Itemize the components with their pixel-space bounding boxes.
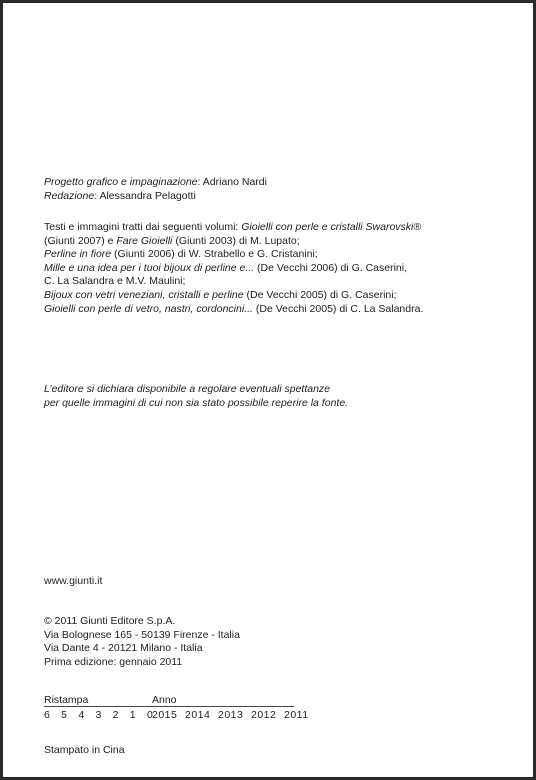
sources-line xyxy=(44,289,423,303)
book-title: Gioielli con perle e cristalli Swarovski® xyxy=(241,221,422,233)
disclaimer-block xyxy=(44,383,348,410)
reprint-year: 2012 xyxy=(251,709,277,721)
design-sep: : xyxy=(197,176,203,188)
source-detail: (De Vecchi 2006) di G. Caserini, xyxy=(254,261,408,274)
source-detail: (Giunti 2007) e xyxy=(44,234,117,247)
design-credit xyxy=(44,176,267,190)
reprint-year: 2011 xyxy=(284,709,309,721)
credits-block xyxy=(44,176,267,203)
sources-line xyxy=(44,303,423,317)
sources-line xyxy=(44,221,423,235)
design-name: Adriano Nardi xyxy=(202,176,267,188)
disclaimer-line: L’editore si dichiara disponibile a regolare eventuali spettanze xyxy=(44,383,331,395)
first-edition: Prima edizione: gennaio 2011 xyxy=(44,655,183,668)
editing-name: Alessandra Pelagotti xyxy=(99,189,196,202)
reprint-year: 2013 xyxy=(218,709,244,721)
book-title: Mille e una idea per i tuoi bijoux di perline e... xyxy=(44,261,255,274)
book-title: Gioielli con perle di vetro, nastri, cordoncini... xyxy=(44,302,253,315)
colophon-page xyxy=(3,3,533,777)
source-detail: (Giunti 2003) di M. Lupato; xyxy=(172,234,300,247)
editing-sep: : xyxy=(94,189,100,202)
source-detail: (De Vecchi 2005) di C. La Salandra. xyxy=(252,302,424,315)
sources-block xyxy=(44,221,423,316)
disclaimer-line: per quelle immagini di cui non sia stato possibile reperire la fonte. xyxy=(44,396,349,409)
sources-line: C. La Salandra e M.V. Maulini; xyxy=(44,275,186,288)
publisher-block xyxy=(44,615,240,669)
design-label: Progetto grafico e impaginazione xyxy=(44,176,198,188)
ristampa-label: Ristampa xyxy=(44,694,89,706)
book-title: Perline in fiore xyxy=(44,248,112,261)
reprint-year: 2015 xyxy=(152,709,178,721)
website-url: www.giunti.it xyxy=(44,575,103,587)
sources-line xyxy=(44,235,423,249)
address-milan: Via Dante 4 - 20121 Milano - Italia xyxy=(44,642,203,655)
sources-line xyxy=(44,248,423,262)
anno-label: Anno xyxy=(152,694,177,706)
source-detail: (De Vecchi 2005) di G. Caserini; xyxy=(243,288,397,301)
sources-line xyxy=(44,262,423,276)
reprint-digits: 6 5 4 3 2 1 0 xyxy=(44,709,157,721)
source-detail: (Giunti 2006) di W. Strabello e G. Cristanini; xyxy=(111,248,318,261)
sources-intro: Testi e immagini tratti dai seguenti volumi: xyxy=(44,221,242,233)
book-title: Bijoux con vetri veneziani, cristalli e perline xyxy=(44,288,244,301)
book-title: Fare Gioielli xyxy=(116,234,173,247)
reprint-year: 2014 xyxy=(185,709,211,721)
reprint-rule xyxy=(44,706,294,707)
copyright-line: © 2011 Giunti Editore S.p.A. xyxy=(44,615,176,627)
address-florence: Via Bolognese 165 - 50139 Firenze - Italia xyxy=(44,628,240,641)
printed-in: Stampato in Cina xyxy=(44,744,125,756)
editing-credit xyxy=(44,190,267,204)
editing-label: Redazione xyxy=(44,189,95,202)
